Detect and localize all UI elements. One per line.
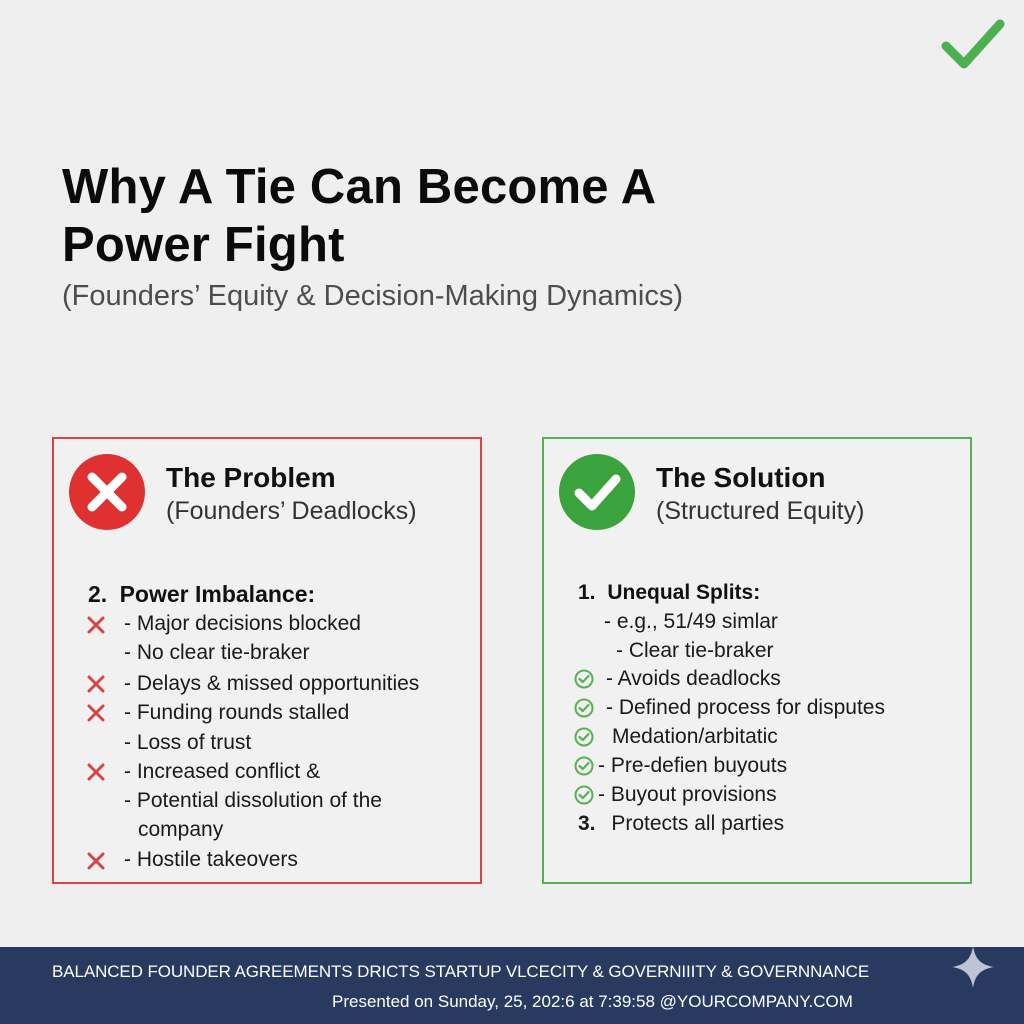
title-line-2: Power Fight (62, 218, 345, 272)
solution-final-number: 3. (578, 812, 596, 835)
x-mark-icon (86, 615, 106, 635)
problem-item: - Funding rounds stalled (124, 701, 350, 724)
problem-item: - Loss of trust (124, 731, 252, 754)
solution-item: - Avoids deadlocks (606, 667, 781, 690)
check-circle-icon (558, 453, 636, 531)
problem-item: - Major decisions blocked (124, 612, 361, 635)
footer-presented: Presented on Sunday, 25, 202:6 at 7:39:58 @YOURCOMPANY.COM (332, 992, 853, 1011)
top-check-icon (940, 16, 1006, 74)
check-circle-small-icon (574, 785, 594, 805)
problem-title: The Problem (166, 462, 336, 493)
footer-bar (0, 947, 1024, 1024)
solution-item: - Defined process for disputes (606, 696, 885, 719)
check-circle-small-icon (574, 727, 594, 747)
solution-heading (578, 578, 760, 608)
problem-item: - Hostile takeovers (124, 848, 298, 871)
problem-heading-text: Power Imbalance: (119, 581, 316, 607)
solution-heading-number: 1. (578, 581, 596, 604)
page-title (62, 158, 656, 274)
solution-item: - Buyout provisions (598, 783, 777, 806)
solution-item: - e.g., 51/49 simlar (604, 610, 778, 633)
x-mark-icon (86, 762, 106, 782)
solution-final-item (578, 810, 784, 838)
problem-item: - Increased conflict & (124, 760, 321, 783)
x-mark-icon (86, 703, 106, 723)
problem-panel (52, 437, 482, 884)
problem-item: - Delays & missed opportunities (124, 672, 420, 695)
solution-item: Medation/arbitatic (612, 725, 778, 748)
check-circle-small-icon (574, 698, 594, 718)
check-circle-small-icon (574, 756, 594, 776)
problem-heading-number: 2. (88, 581, 108, 607)
problem-item: - Potential dissolution of the (124, 789, 382, 812)
page-subtitle: (Founders’ Equity & Decision-Making Dynamics) (62, 280, 684, 312)
title-line-1: Why A Tie Can Become A (62, 160, 657, 214)
problem-heading (88, 579, 315, 609)
solution-final-text: Protects all parties (611, 812, 785, 835)
x-mark-icon (86, 674, 106, 694)
problem-subtitle: (Founders’ Deadlocks) (166, 497, 417, 525)
problem-item: - No clear tie-braker (124, 641, 310, 664)
solution-heading-text: Unequal Splits: (607, 581, 761, 604)
solution-item: - Clear tie-braker (616, 639, 774, 662)
solution-title: The Solution (656, 462, 826, 493)
sparkle-icon (950, 944, 996, 990)
x-circle-icon (68, 453, 146, 531)
footer-tagline: BALANCED FOUNDER AGREEMENTS DRICTS STARTUP VLCECITY & GOVERNIIITY & GOVERNNANCE (52, 962, 870, 981)
check-circle-small-icon (574, 669, 594, 689)
problem-item: company (138, 818, 224, 841)
x-mark-icon (86, 851, 106, 871)
solution-panel (542, 437, 972, 884)
solution-item: - Pre-defien buyouts (598, 754, 788, 777)
solution-subtitle: (Structured Equity) (656, 497, 865, 525)
